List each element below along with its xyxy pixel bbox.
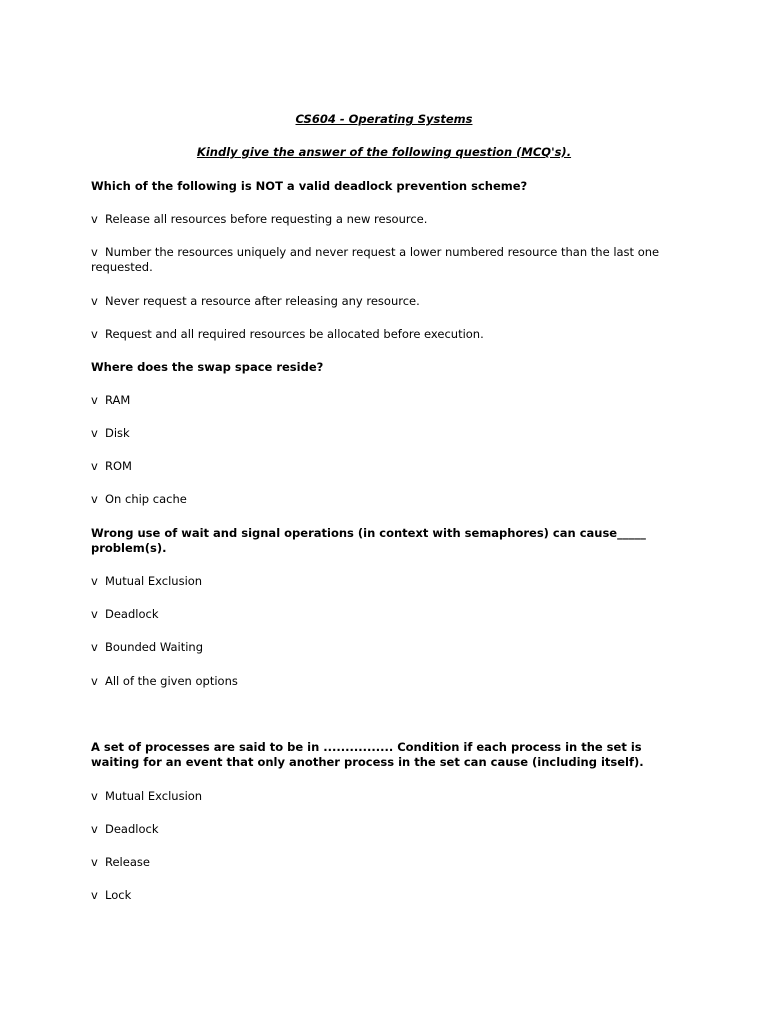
bullet-marker: v (91, 245, 98, 259)
bullet-marker: v (91, 888, 98, 902)
question-2-option-1 (91, 393, 681, 408)
question-2-option-2 (91, 426, 681, 441)
question-3: Wrong use of wait and signal operations (in context with semaphores) can cause_____ problem(s). (91, 526, 646, 555)
bullet-marker: v (91, 640, 98, 654)
option-text: Lock (105, 888, 132, 902)
document-title: CS604 - Operating Systems (295, 112, 473, 126)
question-4: A set of processes are said to be in ................ Condition if each process in the set is waiting for an event that only another process in the set can cause (including itself). (91, 740, 644, 769)
option-text: ROM (105, 459, 132, 473)
option-text: RAM (105, 393, 131, 407)
bullet-marker: v (91, 855, 98, 869)
document-subtitle: Kindly give the answer of the following question (MCQ's). (196, 145, 572, 159)
bullet-marker: v (91, 789, 98, 803)
bullet-marker: v (91, 607, 98, 621)
bullet-marker: v (91, 674, 98, 688)
bullet-marker: v (91, 822, 98, 836)
bullet-marker: v (91, 459, 98, 473)
option-text: Release all resources before requesting a new resource. (105, 212, 428, 226)
question-3-option-2 (91, 607, 681, 622)
question-2-option-4 (91, 492, 681, 507)
bullet-marker: v (91, 294, 98, 308)
option-text: Deadlock (105, 607, 159, 621)
bullet-marker: v (91, 492, 98, 506)
bullet-marker: v (91, 327, 98, 341)
option-text: Mutual Exclusion (105, 574, 203, 588)
bullet-marker: v (91, 574, 98, 588)
question-3-option-3 (91, 640, 681, 655)
option-text: Request and all required resources be allocated before execution. (105, 327, 484, 341)
option-text: On chip cache (105, 492, 187, 506)
bullet-marker: v (91, 212, 98, 226)
question-2-option-3 (91, 459, 681, 474)
option-text: Never request a resource after releasing any resource. (105, 294, 420, 308)
option-text: All of the given options (105, 674, 238, 688)
question-2: Where does the swap space reside? (91, 360, 324, 374)
bullet-marker: v (91, 393, 98, 407)
option-text: Bounded Waiting (105, 640, 204, 654)
option-text: Release (105, 855, 150, 869)
question-3-option-1 (91, 574, 681, 589)
question-1-option-4 (91, 327, 681, 342)
question-1-option-1 (91, 212, 681, 227)
question-1: Which of the following is NOT a valid deadlock prevention scheme? (91, 179, 528, 193)
question-4-option-4 (91, 888, 681, 903)
question-1-option-2 (91, 245, 681, 275)
option-text: Deadlock (105, 822, 159, 836)
question-4-option-1 (91, 789, 681, 804)
question-1-option-3 (91, 294, 681, 309)
question-4-option-2 (91, 822, 681, 837)
bullet-marker: v (91, 426, 98, 440)
option-text: Number the resources uniquely and never request a lower numbered resource than the last one requested. (91, 245, 660, 274)
question-3-option-4 (91, 674, 681, 689)
option-text: Disk (105, 426, 130, 440)
option-text: Mutual Exclusion (105, 789, 203, 803)
question-4-option-3 (91, 855, 681, 870)
